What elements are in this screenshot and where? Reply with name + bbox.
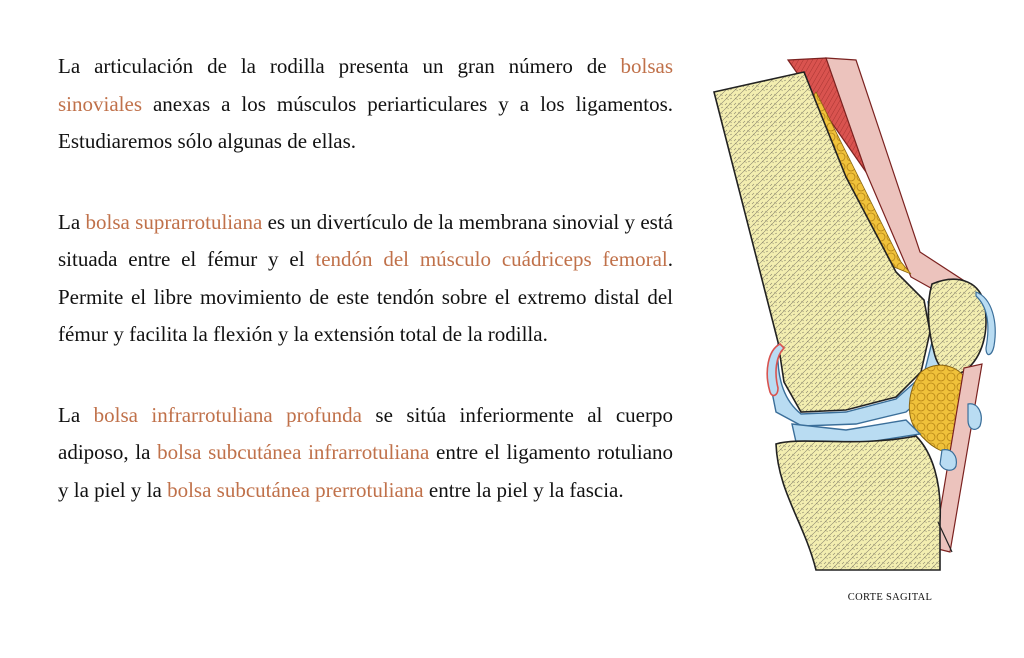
paragraph-1 bbox=[58, 48, 673, 161]
text-segment: La articulación de la rodilla presenta un gran número de bbox=[58, 54, 621, 78]
knee-sagittal-illustration bbox=[706, 52, 1006, 572]
term-bolsa-infrarrotuliana-profunda: bolsa infrarrotuliana profunda bbox=[93, 402, 362, 427]
subcutaneous-infrapatellar-bursa bbox=[968, 404, 981, 430]
text-segment: . Permite el libre movimiento de este tendón sobre el extremo distal del fémur y facilita la flexión y la extensión total de la rodilla. bbox=[58, 247, 673, 346]
term-bolsa-subcutanea-prerrotuliana: bolsa subcutánea prerrotuliana bbox=[167, 477, 424, 502]
text-segment: La bbox=[58, 209, 86, 234]
text-segment: La bbox=[58, 402, 94, 427]
paragraph-2 bbox=[58, 204, 673, 354]
tibia bbox=[776, 436, 940, 570]
text-segment: entre el ligamento rotuliano y la piel y la bbox=[58, 440, 674, 502]
term-bolsas-sinoviales: bolsas sinoviales bbox=[58, 54, 673, 116]
body-text bbox=[58, 48, 673, 552]
paragraph-3 bbox=[58, 397, 673, 510]
term-bolsa-suprarrotuliana: bolsa suprarrotuliana bbox=[85, 209, 263, 234]
knee-diagram-svg bbox=[706, 52, 1006, 572]
figure-caption: CORTE SAGITAL bbox=[847, 592, 933, 603]
text-segment: se sitúa inferiormente al cuerpo adiposo, la bbox=[58, 402, 673, 464]
text-segment: es un divertículo de la membrana sinovial y está situada entre el fémur y el bbox=[58, 209, 673, 271]
term-bolsa-subcutanea-infrarrotuliana: bolsa subcutánea infrarrotuliana bbox=[157, 440, 430, 464]
text-segment: anexas a los músculos periarticulares y a los ligamentos. Estudiaremos sólo algunas de ellas. bbox=[58, 91, 673, 153]
term-tendon-cuadriceps: tendón del músculo cuádriceps femoral bbox=[315, 247, 668, 271]
text-segment: entre la piel y la fascia. bbox=[423, 477, 624, 502]
